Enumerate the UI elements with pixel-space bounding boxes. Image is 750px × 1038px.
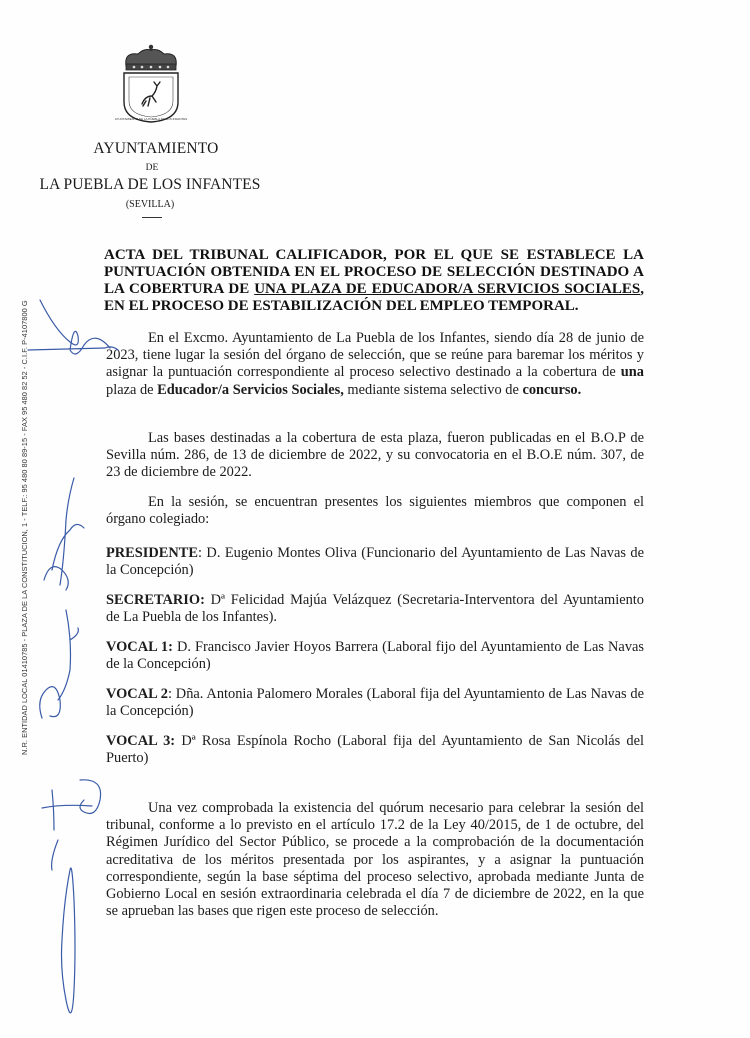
member-role: VOCAL 2: [106, 686, 168, 702]
paragraph-members-intro: En la sesión, se encuentran presentes los siguientes miembros que componen el órgano colegiado:: [106, 494, 644, 528]
letterhead-municipality: LA PUEBLA DE LOS INFANTES: [39, 176, 261, 193]
paragraph-bases-publication: Las bases destinadas a la cobertura de esta plaza, fueron publicadas en el B.O.P de Sevilla núm. 286, de 13 de diciembre de 2022, y su convocatoria en el B.O.E núm. 307, de 23 de diciembre de 2022.: [106, 430, 644, 481]
signature-2-icon: [44, 478, 84, 590]
title-line-3: [104, 281, 644, 298]
member-sep: :: [167, 686, 176, 702]
signature-4-icon: [42, 780, 101, 870]
title-line-3-prefix: LA COBERTURA DE: [104, 281, 255, 297]
letterhead-divider: [142, 217, 162, 218]
title-line-4: EN EL PROCESO DE ESTABILIZACIÓN DEL EMPLEO TEMPORAL.: [104, 298, 579, 314]
crest-ring-text: AYUNTAMIENTO DE LA PUEBLA DE LOS INFANTES: [114, 117, 188, 121]
member-role: PRESIDENTE: [106, 545, 198, 561]
member-details: Dª Rosa Espínola Rocho (Laboral fija del Ayuntamiento de San Nicolás del Puerto): [106, 733, 644, 767]
p1-bold-una: una: [620, 364, 644, 381]
member-vocal-3: [106, 733, 644, 767]
member-role: VOCAL 3:: [106, 733, 176, 749]
member-details: Dña. Antonia Palomero Morales (Laboral fija del Ayuntamiento de Las Navas de la Concepción): [106, 686, 644, 720]
paragraph-quorum: Una vez comprobada la existencia del quórum necesario para celebrar la sesión del tribunal, conforme a lo previsto en el artículo 17.2 de la Ley 40/2015, de 1 de octubre, del Régimen Jurídico del Sector Público, se procede a la comprobación de la documentación acreditativa de los méritos presentada por los aspirantes, y a asignar la puntuación correspondiente, según la base séptima del proceso selectivo, aprobada mediante Junta de Gobierno Local en sesión extraordinaria celebrada el día 7 de diciembre de 2022, en la que se aprueban las bases que rigen este proceso de selección.: [106, 800, 644, 920]
member-role: VOCAL 1:: [106, 639, 173, 655]
paragraph-session-intro: [106, 330, 644, 399]
member-details: Dª Felicidad Majúa Velázquez (Secretaria-Interventora del Ayuntamiento de La Puebla de los Infantes).: [106, 592, 644, 626]
title-line-1: ACTA DEL TRIBUNAL CALIFICADOR, POR EL QUE SE ESTABLECE LA: [104, 247, 644, 263]
p1-text-b: plaza de: [106, 381, 158, 398]
member-role: SECRETARIO:: [106, 592, 205, 608]
letterhead-province: (SEVILLA): [125, 199, 175, 210]
letterhead-de: DE: [145, 163, 159, 173]
member-secretario: [106, 592, 644, 626]
member-vocal-2: [106, 686, 644, 720]
member-details: D. Eugenio Montes Oliva (Funcionario del Ayuntamiento de Las Navas de la Concepción): [106, 545, 644, 579]
signature-3-icon: [40, 610, 79, 718]
p1-bold-position: Educador/a Servicios Sociales,: [157, 381, 344, 398]
member-vocal-1: [106, 639, 644, 673]
registry-side-band: N.R. ENTIDAD LOCAL 01410785 - PLAZA DE LA CONSTITUCION, 1 - TELF.: 95 480 80 89-15 - FAX 95 480 82 52 - C.I.F. P-4107800 G: [20, 300, 29, 755]
p1-text-c: mediante sistema selectivo de: [343, 381, 523, 398]
member-sep: :: [197, 545, 207, 561]
member-presidente: [106, 545, 644, 579]
municipal-crest-icon: [112, 44, 190, 124]
letterhead-ayuntamiento: AYUNTAMIENTO: [93, 140, 219, 157]
title-position-underlined: UNA PLAZA DE EDUCADOR/A SERVICIOS SOCIALES: [254, 281, 641, 297]
title-line-3-suffix: ,: [640, 281, 644, 297]
p1-bold-concurso: concurso.: [522, 381, 582, 398]
document-title: [104, 247, 644, 315]
signature-5-icon: [62, 868, 76, 1013]
p1-text-a: En el Excmo. Ayuntamiento de La Puebla de los Infantes, siendo día 28 de junio de 2023, tiene lugar la sesión del órgano de selección, que se reúne para baremar los méritos y asignar la puntuación correspondiente al proceso selectivo destinado a la cobertura de: [106, 330, 644, 381]
title-line-2: PUNTUACIÓN OBTENIDA EN EL PROCESO DE SELECCIÓN DESTINADO A: [104, 264, 644, 280]
member-details: D. Francisco Javier Hoyos Barrera (Laboral fijo del Ayuntamiento de Las Navas de la Concepción): [106, 639, 644, 673]
